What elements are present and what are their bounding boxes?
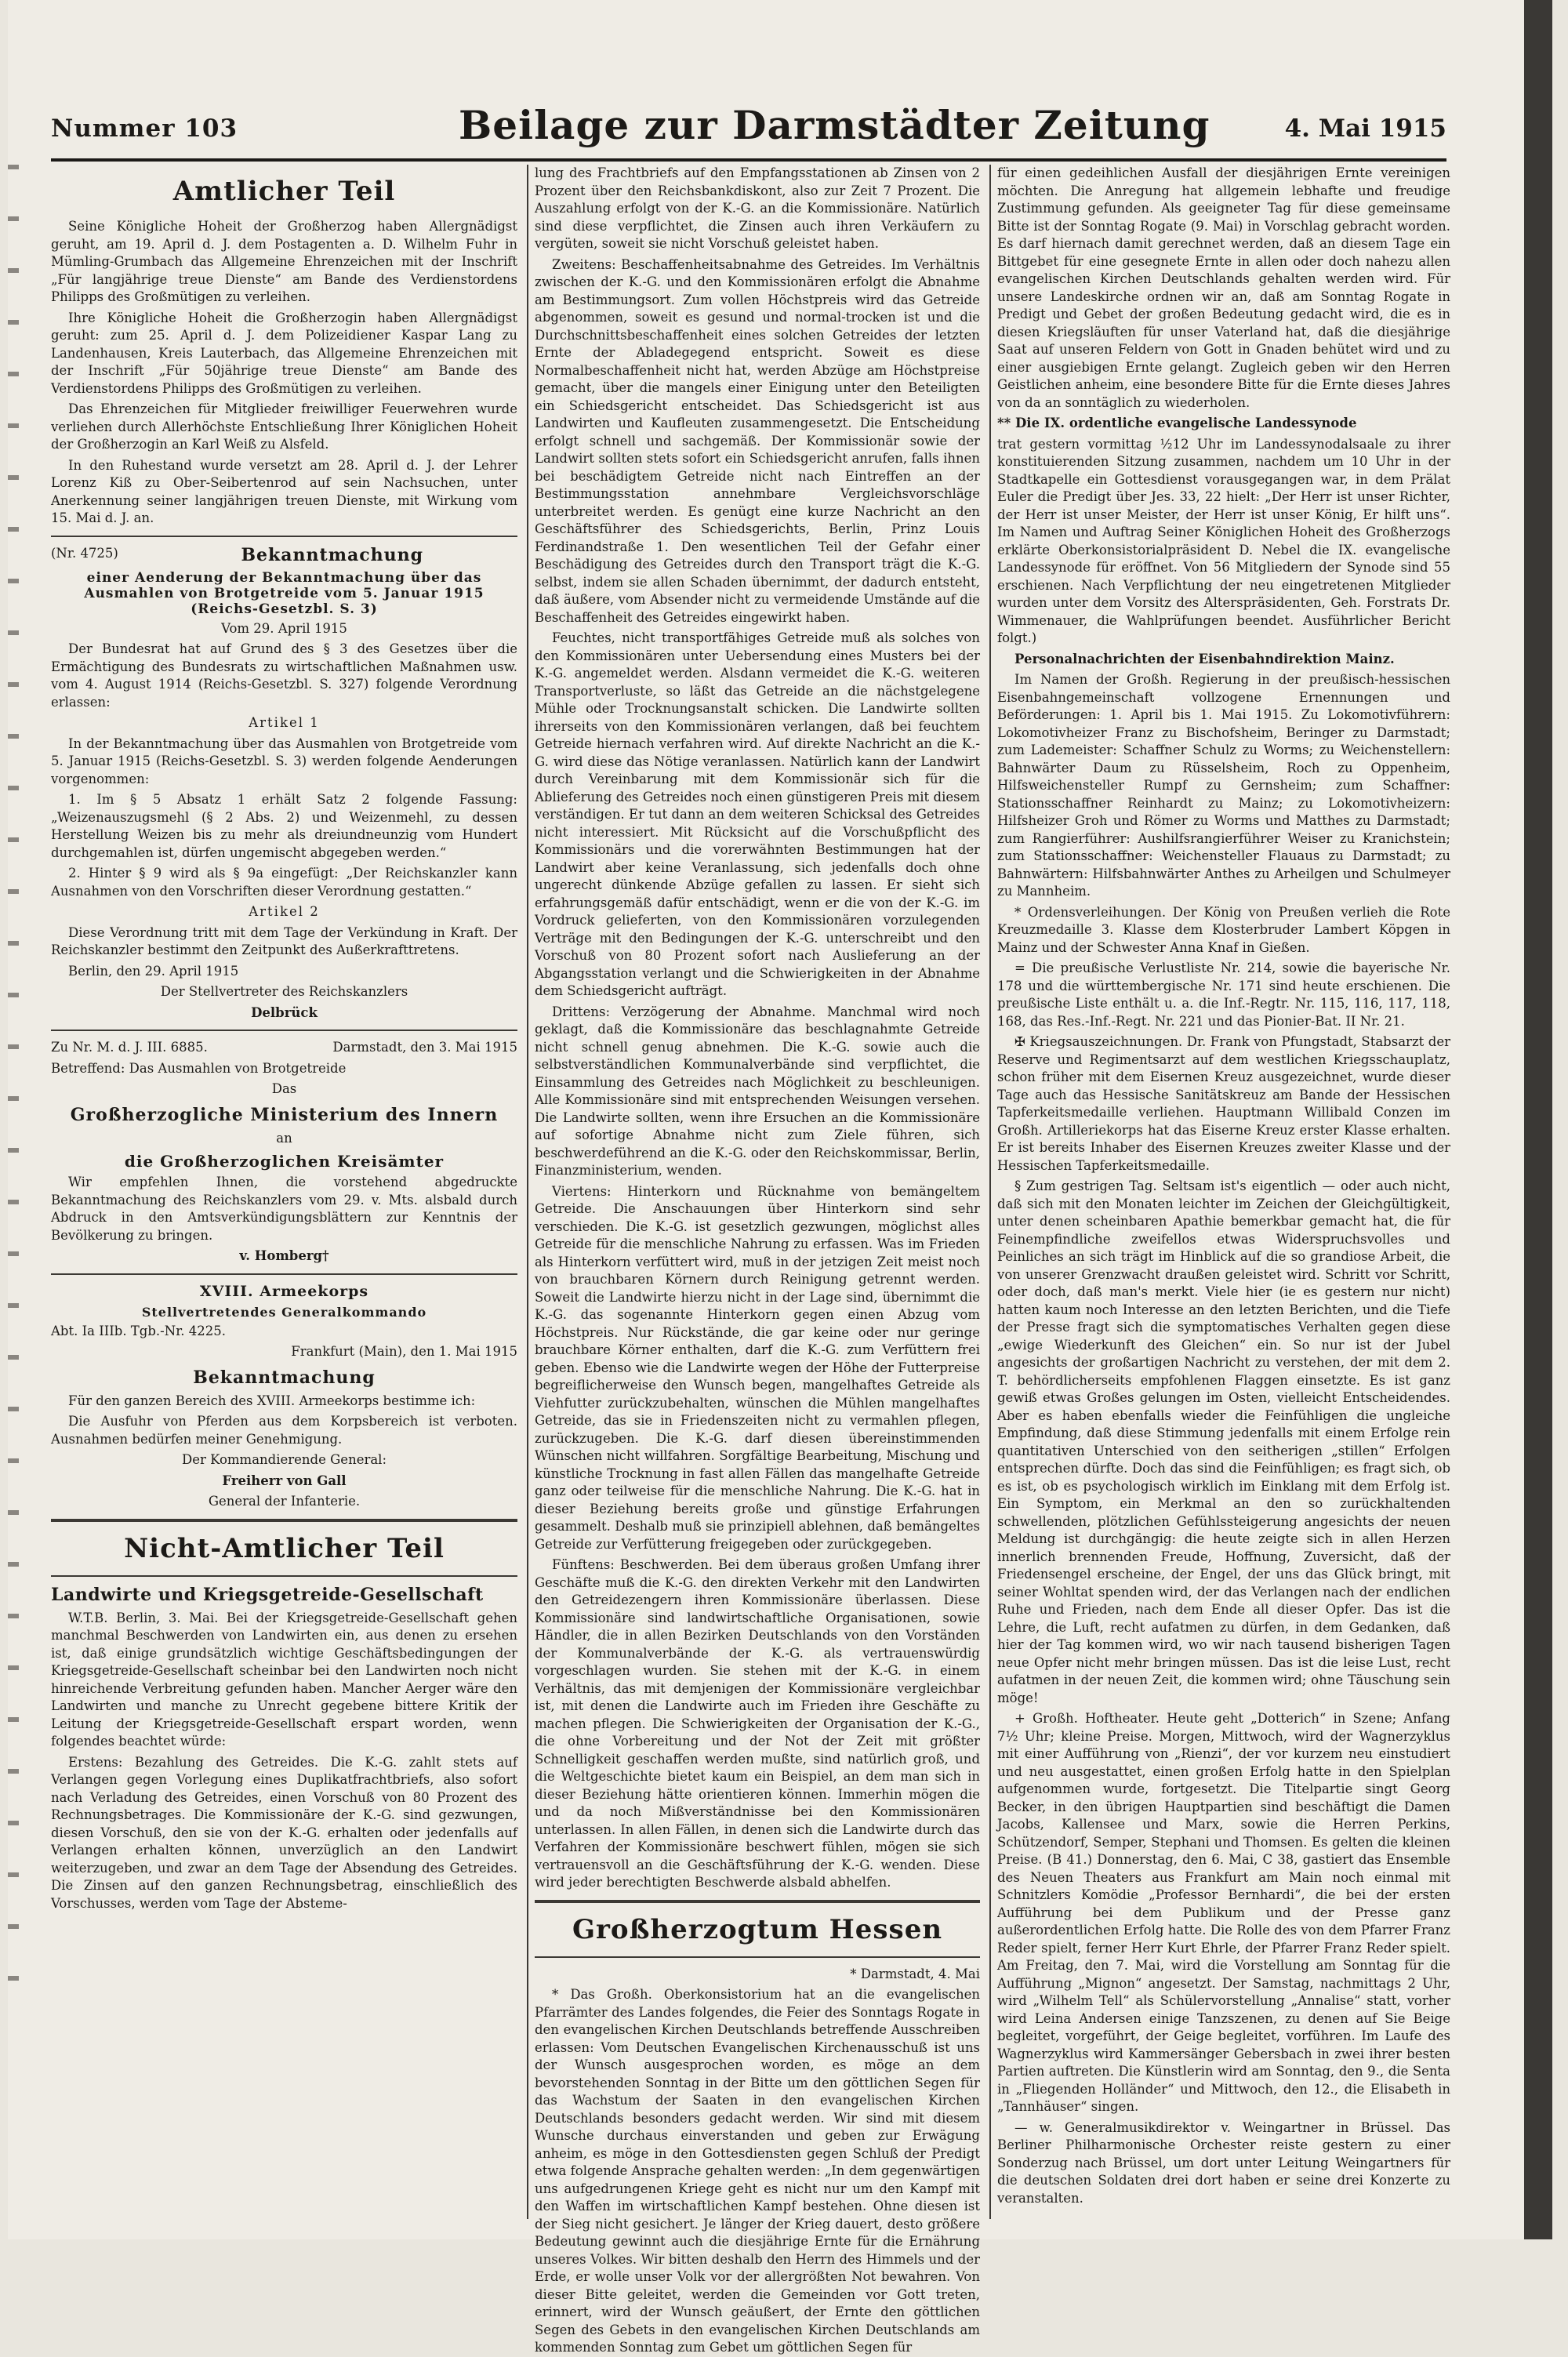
reference-date: Darmstadt, den 3. Mai 1915 (332, 1040, 517, 1055)
paragraph: § Zum gestrigen Tag. Seltsam ist's eigentlich — oder auch nicht, daß sich mit den Monaten leichter im Zeichen der Gleichgültigkeit, unter denen scheinbaren Apathie bemerkbar gemacht hat, die für Feinempfindliche zweifellos etwas Widerspruchsvolles und Peinliches an sich trägt im Hinblick auf die so grandiose Arbeit, die von unserer Grenzwacht draußen geleistet wird. Schritt vor Schritt, oder doch, daß man's merkt. Viele hier (ie es gestern nur nicht) hatten kaum noch Interesse an den letzten Berichten, und die Tiefe der Presse fragt sich die symptomatisches Verhalten gegen diese „ewige Wiederkunft des Gleichen“ ein. So nur ist der Jubel angesichts der großartigen Nachricht zu verstehen, der mit dem 2. T. behördlicherseits empfohlenen Flaggen einsetzte. Es ist ganz gewiß etwas Großes gelungen im Osten, vielleicht Entscheidendes. Aber es haben ebenfalls wieder die Feinfühligen die ungleiche Empfindung, daß diese Stimmung jedenfalls mit einem Erfolge rein quantitativen Unterschied von den seitherigen „stillen“ Erfolgen entsprechen dürfte. Doch das sind die Feinfühligen; es fragt sich, ob es ist, ob es psychologisch wirklich im Einklang mit dem Erfolg ist. Ein Symptom, ein Merkmal an den so zurückhaltenden schwellenden, plötzlichen Gefühlssteigerung angesichts der neuen Meldung ist durchgängig: die heute zeigte sich in allen Herzen innerlich brennenden Freude, Hoffnung, Zuversicht, daß der Friedensengel erscheine, der Engel, der uns das Glück bringt, mit seiner Wohltat spenden wird, der das Verlangen nach der endlichen Ruhe und Frieden, nach dem Ende all dieser Opfer. Das ist die Lehre, die Luft, recht aufatmen zu dürfen, in dem Gedanken, daß hier der Tag kommen wird, wo wir nach tausend bisherigen Tagen neue Opfer nicht mehr bringen müssen. Das ist die leise Lust, recht aufatmen in der neuen Zeit, die kommen wird; ohne Täuschung sein möge! (997, 1178, 1450, 1705)
paragraph: W.T.B. Berlin, 3. Mai. Bei der Kriegsgetreide-Gesellschaft gehen manchmal Beschwerden von Landwirten ein, aus denen zu ersehen ist, daß einige grundsätzlich wichtige Geschäftsbedingungen der Kriegsgetreide-Gesellschaft scheinbar bei den Landwirten noch nicht hinreichende Verbreitung gefunden haben. Mancher Aerger wäre den Landwirten und manche zu Unrecht gegebene bittere Kritik der Leitung der Kriegsgetreide-Gesellschaft erspart worden, wenn folgendes beachtet würde: (51, 1610, 517, 1749)
paragraph: Feuchtes, nicht transportfähiges Getreide muß als solches von den Kommissionären unter Uebersendung eines Musters bei der K.-G. angemeldet werden. Alsdann vermeidet die K.-G. weiteren Transportverluste, so läßt das Getreide an die nächstgelegene Mühle oder Trocknungsanstalt schicken. Die Landwirte sollten ihrerseits von den Kommissionären verlangen, daß bei feuchtem Getreide hiernach verfahren wird. Auf direkte Nachricht an die K.-G. wird diese das Nötige veranlassen. Natürlich kann der Landwirt durch Vereinbarung mit dem Kommissionär sich für die Ablieferung des Getreides noch einen günstigeren Preis mit diesem verständigen. Er tut dann an dem weiteren Schicksal des Getreides nicht interessiert. Mit Rücksicht auf die Vorschußpflicht des Kommissionärs und die vorerwähnten Bestimmungen hat der Landwirt aber keine Veranlassung, sich jedenfalls doch ohne ungerecht dünkende Abzüge gefallen zu lassen. Er sieht sich erfahrungsgemäß dafür entschädigt, wenn er die von der K.-G. im Vordruck gelieferten, von den Kommissionären vorzulegenden Verträge mit den Bedingungen der K.-G. unterschreibt und den Vorschuß von 80 Prozent sofort nach Auslieferung an der Abgangsstation verlangt und die Schwierigkeiten in der Abnahme dem Schiedsgericht aufträgt. (535, 630, 980, 998)
list-item: 2. Hinter § 9 wird als § 9a eingefügt: „Der Reichskanzler kann Ausnahmen von den Vorschriften dieser Verordnung gestatten.“ (51, 866, 517, 899)
signature-role: Der Kommandierende General: (181, 1452, 387, 1467)
reference-row (51, 545, 517, 565)
news-heading: Personalnachrichten der Eisenbahndirektion Mainz. (1014, 651, 1395, 666)
paragraph: + Großh. Hoftheater. Heute geht „Dotterich“ in Szene; Anfang 7½ Uhr; kleine Preise. Morgen, Mittwoch, wird der Wagnerzyklus mit einer Aufführung von „Rienzi“, der vor kurzem neu einstudiert und neu ausgestattet, einen großen Erfolg hatte in den Spielplan aufgenommen wurde, fortgesetzt. Die Titelpartie singt Georg Becker, in den übrigen Hauptpartien sind beschäftigt die Damen Jacobs, Kallensee und Marx, sowie die Herren Perkins, Schützendorf, Semper, Stephani und Thomsen. Es gelten die kleinen Preise. (B 41.) Donnerstag, den 6. Mai, C 38, gastiert das Ensemble des Neuen Theaters aus Frankfurt am Main noch einmal mit Schnitzlers Komödie „Professor Bernhardi“, die bei der ersten Aufführung bei dem Publikum und der Presse ganz außerordentlichen Erfolg hatte. Die Rolle des von dem Pfarrer Franz Reder spielt, ferner Herr Kurt Ehrle, der Pfarrer Franz Reder spielt. Am Freitag, den 7. Mai, wird die Vorstellung am Sonntag für die Aufführung „Mignon“ angesetzt. Der Samstag, nachmittags 2 Uhr, wird „Wilhelm Tell“ als Schülervorstellung „Annalise“ statt, vorher wird Leina Andersen einige Tanzszenen, zu denen auf Sie Beige begleitet, vorgeführt, der Geige begleitet, vorführen. Im Laufe des Wagnerzyklus wird Kammersänger Gebersbach in zwei ihrer besten Partien auftreten. Die Künstlerin wird am Sonntag, den 9., die Senta in „Fliegenden Holländer“ und Mittwoch, den 12., die Elisabeth in „Tannhäuser“ singen. (997, 1711, 1450, 2114)
announcement-title: Bekanntmachung (241, 544, 423, 565)
paragraph: * Das Großh. Oberkonsistorium hat an die evangelischen Pfarrämter des Landes folgendes, die Feier des Sonntags Rogate in den evangelischen Kirchen Deutschlands betreffende Ausschreiben erlassen: Vom Deutschen Evangelischen Kirchenausschuß ist uns der Wunsch ausgesprochen worden, es möge an dem bevorstehenden Sonntag in der Bitte um den göttlichen Segen für das Wachstum der Saaten in den evangelischen Kirchen Deutschlands besonders gedacht werden. Wir sind mit diesem Wunsche durchaus einverstanden und geben zur Erwägung anheim, es möge in den Gottesdiensten gegen Schluß der Predigt etwa folgende Ansprache gehalten werden: „In dem gegenwärtigen uns aufgedrungenen Kriege geht es nicht nur um den Kampf mit den Waffen im wirtschaftlichen Kampf bestehen. Ohne diesen ist der Sieg nicht gesichert. Je länger der Krieg dauert, desto größere Bedeutung gewinnt auch die diesjährige Ernte für die Ernährung unseres Volkes. Wir bitten deshalb den Herrn des Himmels und der Erde, er wolle unser Volk vor der allergrößten Not bewahren. Von dieser Bitte geleitet, werden die Gemeinden vor Gott treten, erinnert, wird der Wunsch geäußert, der Ernte den göttlichen Segen des Gebets in den evangelischen Kirchen Deutschlands am kommenden Sonntag zum Gebet um göttlichen Segen für (535, 1987, 980, 2355)
divider (51, 1030, 517, 1031)
reference-row (51, 1039, 517, 1057)
paragraph: Ihre Königliche Hoheit die Großherzogin haben Allergnädigst geruht: zum 25. April d. J. dem Polizeidiener Kaspar Lang zu Landenhausen, Kreis Lauterbach, das Allgemeine Ehrenzeichen mit der Inschrift „Für 50jährige treue Dienste“ am Bande des Verdienstordens Philipps des Großmütigen zu verleihen. (51, 310, 517, 396)
divider (51, 1575, 517, 1577)
signature-rank: General der Infanterie. (208, 1494, 361, 1509)
paragraph: für einen gedeihlichen Ausfall der diesjährigen Ernte vereinigen möchten. Die Anregung hat allgemein lebhafte und freudige Zustimmung gefunden. Als geeigneter Tag für diese gemeinsame Bitte ist der Sonntag Rogate (9. Mai) in Vorschlag gebracht worden. Es darf hiernach damit gerechnet werden, daß an diesem Tage ein Bittgebet für eine gesegnete Ernte in allen oder doch nahezu allen evangelischen Kirchen Deutschlands gehalten werden wird. Für unsere Landeskirche ordnen wir an, daß am Sonntag Rogate in Predigt und Gebet der großen Bedeutung gedacht wird, die es in diesen Kriegsläuften für unser Vaterland hat, daß die diesjährige Saat auf unseren Feldern von Gott in Gnaden behütet wird und zu einer ausgiebigen Ernte gelangt. Zugleich geben wir den Herren Geistlichen anheim, eine besondere Bitte für die Ernte dieses Jahres von da an sonntäglich zu wiederholen. (997, 165, 1450, 410)
paragraph: Diese Verordnung tritt mit dem Tage der Verkündung in Kraft. Der Reichskanzler bestimmt den Zeitpunkt des Außerkrafttretens. (51, 924, 517, 957)
masthead (51, 100, 1446, 158)
signature-name: Freiherr von Gall (222, 1473, 347, 1488)
divider (535, 1900, 980, 1903)
issue-number: Nummer 103 (51, 114, 238, 143)
signature-place: Berlin, den 29. April 1915 (68, 963, 239, 979)
announcement-title: Bekanntmachung (193, 1367, 376, 1388)
paragraph: Der Bundesrat hat auf Grund des § 3 des Gesetzes über die Ermächtigung des Bundesrats zu wirtschaftlichen Maßnahmen usw. vom 4. August 1914 (Reichs-Gesetzbl. S. 327) folgende Verordnung erlassen: (51, 641, 517, 710)
reference-number: Abt. Ia IIIb. Tgb.-Nr. 4225. (51, 1323, 226, 1338)
news-heading: ** Die IX. ordentliche evangelische Landessynode (997, 416, 1357, 430)
paragraph: Für den ganzen Bereich des XVIII. Armeekorps bestimme ich: (68, 1393, 476, 1408)
dateline: * Darmstadt, 4. Mai (850, 1966, 980, 1981)
paragraph: Drittens: Verzögerung der Abnahme. Manchmal wird noch geklagt, daß die Kommissionäre das beschlagnahmte Getreide nicht schnell genug abnehmen. Die K.-G. sowie auch die selbstverständlichen Kommunalverbände sind verpflichtet, die Einsammlung des Getreides nach Möglichkeit zu beschleunigen. Alle Kommissionäre sind mit entsprechenden Weisungen versehen. Die Landwirte sollten, wenn ihre Ersuchen an die Kommissionäre auf sofortige Abnahme nicht zum Ziele führen, sich beschwerdeführend an die K.-G. oder den Reichskommissar, Berlin, Finanzministerium, wenden. (535, 1004, 980, 1178)
column-1 (51, 165, 517, 2219)
article-title: Landwirte und Kriegsgetreide-Gesellschaft (51, 1584, 484, 1605)
issue-date: 4. Mai 1915 (1284, 114, 1446, 143)
ministry-heading: Großherzogliche Ministerium des Innern (70, 1104, 499, 1125)
paragraph: Wir empfehlen Ihnen, die vorstehend abgedruckte Bekanntmachung des Reichskanzlers vom 29. v. Mts. alsbald durch Abdruck in den Amtsverkündigungsblättern zur Kenntnis der Bevölkerung zu bringen. (51, 1175, 517, 1243)
signature-role: Der Stellvertreter des Reichskanzlers (160, 984, 408, 999)
paragraph: Das Ehrenzeichen für Mitglieder freiwilliger Feuerwehren wurde verliehen durch Allerhöchste Entschließung Ihrer Königlichen Hoheit der Großherzogin an Karl Weiß zu Alsfeld. (51, 401, 517, 452)
paragraph: — w. Generalmusikdirektor v. Weingartner in Brüssel. Das Berliner Philharmonische Orchester reiste gestern zu einer Sonderzug nach Brüssel, um dort unter Leitung Weingartners für die deutschen Soldaten drei dort haben er seine drei Konzerte zu veranstalten. (997, 2119, 1450, 2206)
army-corps-heading: XVIII. Armeekorps (199, 1282, 369, 1300)
list-item: 1. Im § 5 Absatz 1 erhält Satz 2 folgende Fassung: „Weizenauszugsmehl (§ 2 Abs. 2) und Weizenmehl, zu dessen Herstellung Weizen bis zu mehr als dreiundneunzig vom Hundert durchgemahlen ist, dürfen ungemischt abgegeben werden.“ (51, 792, 517, 860)
reference-number: (Nr. 4725) (51, 545, 118, 561)
army-corps-subheading: Stellvertretendes Generalkommando (141, 1304, 427, 1320)
scan-dark-edge (1524, 0, 1552, 2239)
announcement-date: Vom 29. April 1915 (221, 620, 347, 636)
paragraph: trat gestern vormittag ½12 Uhr im Landessynodalsaale zu ihrer konstituierenden Sitzung zusammen, nachdem um 10 Uhr in der Stadtkapelle ein Gottesdienst vorausgegangen war, in dem Prälat Euler die Predigt über Jes. 33, 22 hielt: „Der Herr ist unser Richter, der Herr ist unser Meister, der Herr ist unser König, Er hilft uns“. Im Namen und Auftrag Seiner Königlichen Hoheit des Großherzogs erklärte Oberkonsistorialpräsident D. Nebel die IX. evangelische Landessynode für eröffnet. Von 56 Mitgliedern der Synode sind 55 erschienen. Nach Verpflichtung der neu eingetretenen Mitglieder wurden unter dem Vorsitz des Alterspräsidenten, Geh. Forstrats Dr. Wimmenauer, die Wahlprüfungen beendet. Ausführlicher Bericht folgt.) (997, 436, 1450, 645)
divider (51, 1519, 517, 1522)
scan-edge (8, 118, 19, 1999)
signature-name: Delbrück (251, 1004, 318, 1020)
newspaper-title: Beilage zur Darmstädter Zeitung (459, 102, 1210, 148)
section-title-hessen: Großherzogtum Hessen (572, 1913, 943, 1945)
paragraph: lung des Frachtbriefs auf den Empfangsstationen ab Zinsen von 2 Prozent über den Reichsbankdiskont, also zur Zeit 7 Prozent. Die Auszahlung erfolgt von der K.-G. an die Kommissionäre. Natürlich sind diese verpflichtet, die Zinsen auch ihren Verkäufern zu vergüten, soweit sie nicht Vorschuß geleistet haben. (535, 165, 980, 251)
article-heading: Artikel 2 (249, 904, 320, 919)
paragraph: = Die preußische Verlustliste Nr. 214, sowie die bayerische Nr. 178 und die württembergische Nr. 171 sind heute erschienen. Die preußische Liste enthält u. a. die Inf.-Regtr. Nr. 115, 116, 117, 118, 168, das Res.-Inf.-Regt. Nr. 221 und das Pionier-Bat. II Nr. 21. (997, 961, 1450, 1029)
recipient-heading: die Großherzoglichen Kreisämter (124, 1152, 445, 1171)
divider (535, 1956, 980, 1958)
masthead-rule (51, 158, 1446, 162)
text-line: an (276, 1130, 292, 1146)
divider (51, 1273, 517, 1275)
column-divider-2 (989, 165, 991, 2219)
divider (51, 536, 517, 537)
newspaper-page (8, 0, 1552, 2355)
dateline: Frankfurt (Main), den 1. Mai 1915 (291, 1344, 517, 1359)
column-divider-1 (527, 165, 528, 2219)
paragraph: Zweitens: Beschaffenheitsabnahme des Getreides. Im Verhältnis zwischen der K.-G. und den Kommissionären erfolgt die Abnahme am Bestimmungsort. Zum vollen Höchstpreis wird das Getreide abgenommen, soweit es gesund und normal-trocken ist und die Durchschnittsbeschaffenheit eines solchen Getreides der letzten Ernte der Abladegegend entspricht. Soweit es diese Normalbeschaffenheit nicht hat, werden Abzüge am Höchstpreise gemacht, über die mangels einer Einigung unter den Beteiligten ein Schiedsgericht entscheidet. Das Schiedsgericht ist aus Landwirten und Kaufleuten zusammengesetzt. Die Entscheidung erfolgt schnell und sachgemäß. Der Kommissionär sowie der Landwirt sollten stets sofort ein Schiedsgericht anrufen, falls ihnen bei beschädigtem Getreide nicht nach Eintreffen an der Bestimmungsstation annehmbare Vergleichsvorschläge unterbreitet werden. Es genügt eine kurze Nachricht an den Geschäftsführer des Schiedsgerichts, Berlin, Prinz Louis Ferdinandstraße 1. Den wesentlichen Teil der Gefahr einer Beschädigung des Getreides durch den Transport trägt die K.-G. selbst, indem sie allen Schaden übernimmt, der dadurch entsteht, daß äußere, vom Absender nicht zu vermeidende Umstände auf die Beschaffenheit des Getreides eingewirkt haben. (535, 256, 980, 625)
paragraph: Im Namen der Großh. Regierung in der preußisch-hessischen Eisenbahngemeinschaft vollzogene Ernennungen und Beförderungen: 1. April bis 1. Mai 1915. Zu Lokomotivführern: Lokomotivheizer Franz zu Bischofsheim, Beringer zu Darmstadt; zum Lademeister: Schaffner Schulz zu Worms; zu Weichenstellern: Bahnwärter Daum zu Rüsselsheim, Roch zu Oppenheim, Hilfsweichensteller Rumpf zu Gernsheim; zum Schaffner: Stationsschaffner Reinhardt zu Mainz; zu Lokomotivheizern: Hilfsheizer Groh und Römer zu Worms und Matthes zu Darmstadt; zum Rangierführer: Aushilfsrangierführer Weiser zu Kranichstein; zum Stationsschaffner: Weichensteller Flauaus zu Darmstadt; zu Bahnwärtern: Hilfsbahnwärter Anthes zu Arheilgen und Schulmeyer zu Mannheim. (997, 672, 1450, 899)
paragraph: Seine Königliche Hoheit der Großherzog haben Allergnädigst geruht, am 19. April d. J. dem Postagenten a. D. Wilhelm Fuhr in Mümling-Grumbach das Allgemeine Ehrenzeichen mit der Inschrift „Für langjährige treue Dienste“ am Bande des Verdienstordens Philipps des Großmütigen zu verleihen. (51, 219, 517, 304)
paragraph: ✠ Kriegsauszeichnungen. Dr. Frank von Pfungstadt, Stabsarzt der Reserve und Regimentsarzt auf dem westlichen Kriegsschauplatz, schon früher mit dem Eisernen Kreuz ausgezeichnet, wurde dieser Tage auch das Hessische Sanitätskreuz am Bande der Hessischen Tapferkeitsmedaille verliehen. Hauptmann Willibald Conzen im Großh. Artilleriekorps hat das Eiserne Kreuz erster Klasse erhalten. Er ist bereits Inhaber des Eisernen Kreuzes zweiter Klasse und der Hessischen Tapferkeitsmedaille. (997, 1034, 1450, 1173)
paragraph: In der Bekanntmachung über das Ausmahlen von Brotgetreide vom 5. Januar 1915 (Reichs-Gesetzbl. S. 3) werden folgende Aenderungen vorgenommen: (51, 735, 517, 786)
column-2 (535, 165, 980, 2355)
paragraph: Erstens: Bezahlung des Getreides. Die K.-G. zahlt stets auf Verlangen gegen Vorlegung eines Duplikatfrachtbriefs, also sofort nach Verladung des Getreides, einen Vorschuß von 80 Prozent des Rechnungsbetrages. Die Kommissionäre der K.-G. sind gezwungen, diesen Vorschuß, den sie von der K.-G. erhalten oder jedenfalls auf Verlangen erhalten können, unverzüglich an den Landwirt weiterzugeben, und zwar an dem Tage der Absendung des Getreides. Die Zinsen auf den ganzen Rechnungsbetrag, einschließlich des Vorschusses, werden vom Tage der Absteme- (51, 1754, 517, 1911)
announcement-subtitle: einer Aenderung der Bekanntmachung über das Ausmahlen von Brotgetreide vom 5. Januar 1915 (Reichs-Gesetzbl. S. 3) (84, 569, 485, 617)
paragraph: Viertens: Hinterkorn und Rücknahme von bemängeltem Getreide. Die Anschauungen über Hinterkorn sind sehr verschieden. Die K.-G. ist gesetzlich gezwungen, möglichst alles Getreide für die menschliche Nahrung zu erfassen. Was im Frieden als Hinterkorn verfüttert wird, muß in der jetzigen Zeit meist noch von brauchbaren Körnern durch Reinigung getrennt werden. Soweit die Landwirte hierzu nicht in der Lage sind, übernimmt die K.-G. das sogenannte Hinterkorn gegen einen Abzug vom Höchstpreis. Nur Rückstände, die gar keine oder nur geringe brauchbare Körner enthalten, darf die K.-G. zum Verfüttern frei geben. Ebenso wie die Landwirte wegen der Höhe der Futterpreise begreiflicherweise den Wunsch begen, mangelhaftes Getreide als Viehfutter zurückzubehalten, wünschen die Mühlen mangelhaftes Getreide, das sie in Friedenszeiten nicht zu vermahlen pflegen, zurückzugeben. Die K.-G. darf diesen übereinstimmenden Wünschen nicht willfahren. Sorgfältige Bearbeitung, Mischung und künstliche Trocknung in fast allen Fällen das mangelhafte Getreide ganz oder teilweise für die menschliche Nahrung. Die K.-G. hat in dieser Beziehung bereits große und günstige Erfahrungen gesammelt. Deshalb muß sie prinzipiell ablehnen, daß bemängeltes Getreide zur Verfütterung freigegeben oder zurückgegeben. (535, 1183, 980, 1552)
section-title-nonofficial: Nicht-Amtlicher Teil (124, 1532, 445, 1564)
signature-name: v. Homberg† (239, 1248, 329, 1263)
paragraph: Die Ausfuhr von Pferden aus dem Korpsbereich ist verboten. Ausnahmen bedürfen meiner Genehmigung. (51, 1414, 517, 1447)
column-3 (997, 165, 1450, 2219)
section-title-official: Amtlicher Teil (172, 176, 396, 207)
paragraph: In den Ruhestand wurde versetzt am 28. April d. J. der Lehrer Lorenz Kiß zu Ober-Seibertenrod auf sein Nachsuchen, unter Anerkennung seiner langjährigen treuen Dienste, mit Wirkung vom 15. Mai d. J. an. (51, 457, 517, 525)
article-heading: Artikel 1 (249, 715, 320, 730)
reference-number: Zu Nr. M. d. J. III. 6885. (51, 1040, 208, 1055)
paragraph: Fünftens: Beschwerden. Bei dem überaus großen Umfang ihrer Geschäfte muß die K.-G. den direkten Verkehr mit den Landwirten den Getreidezengern ihren Kommissionäre überlassen. Diese Kommissionäre sind landwirtschaftliche Organisationen, sowie Händler, die in allen Bezirken Deutschlands von den Vorständen der Kommunalverbände der K.-G. als vertrauenswürdig vorgeschlagen wurden. Sie stehen mit der K.-G. in einem Verhältnis, das mit demjenigen der Kommissionäre vergleichbar ist, mit denen die Landwirte auch im Frieden ihre Geschäfte zu machen pflegen. Die Schwierigkeiten der Organisation der K.-G., die ohne Vorbereitung und der Not der Zeit mit größter Schnelligkeit geschaffen werden mußte, sind natürlich groß, und die Weltgeschichte bietet kaum ein Beispiel, an dem man sich in dieser Beziehung hätte orientieren können. Immerhin mögen die und da noch Mißverständnisse bei den Kommissionären unterlassen. In allen Fällen, in denen sich die Landwirte durch das Verfahren der Kommissionäre beschwert fühlen, mögen sie sich vertrauensvoll an die Geschäftsführung der K.-G. wenden. Diese wird jeder berechtigten Beschwerde alsbald abhelfen. (535, 1557, 980, 1890)
text-line: Das (271, 1081, 297, 1096)
subject-line: Betreffend: Das Ausmahlen von Brotgetreide (51, 1060, 347, 1076)
paragraph: * Ordensverleihungen. Der König von Preußen verlieh die Rote Kreuzmedaille 3. Klasse dem Klosterbruder Lambert Köpgen in Mainz und der Schwester Anna Knaf in Gießen. (997, 904, 1450, 955)
